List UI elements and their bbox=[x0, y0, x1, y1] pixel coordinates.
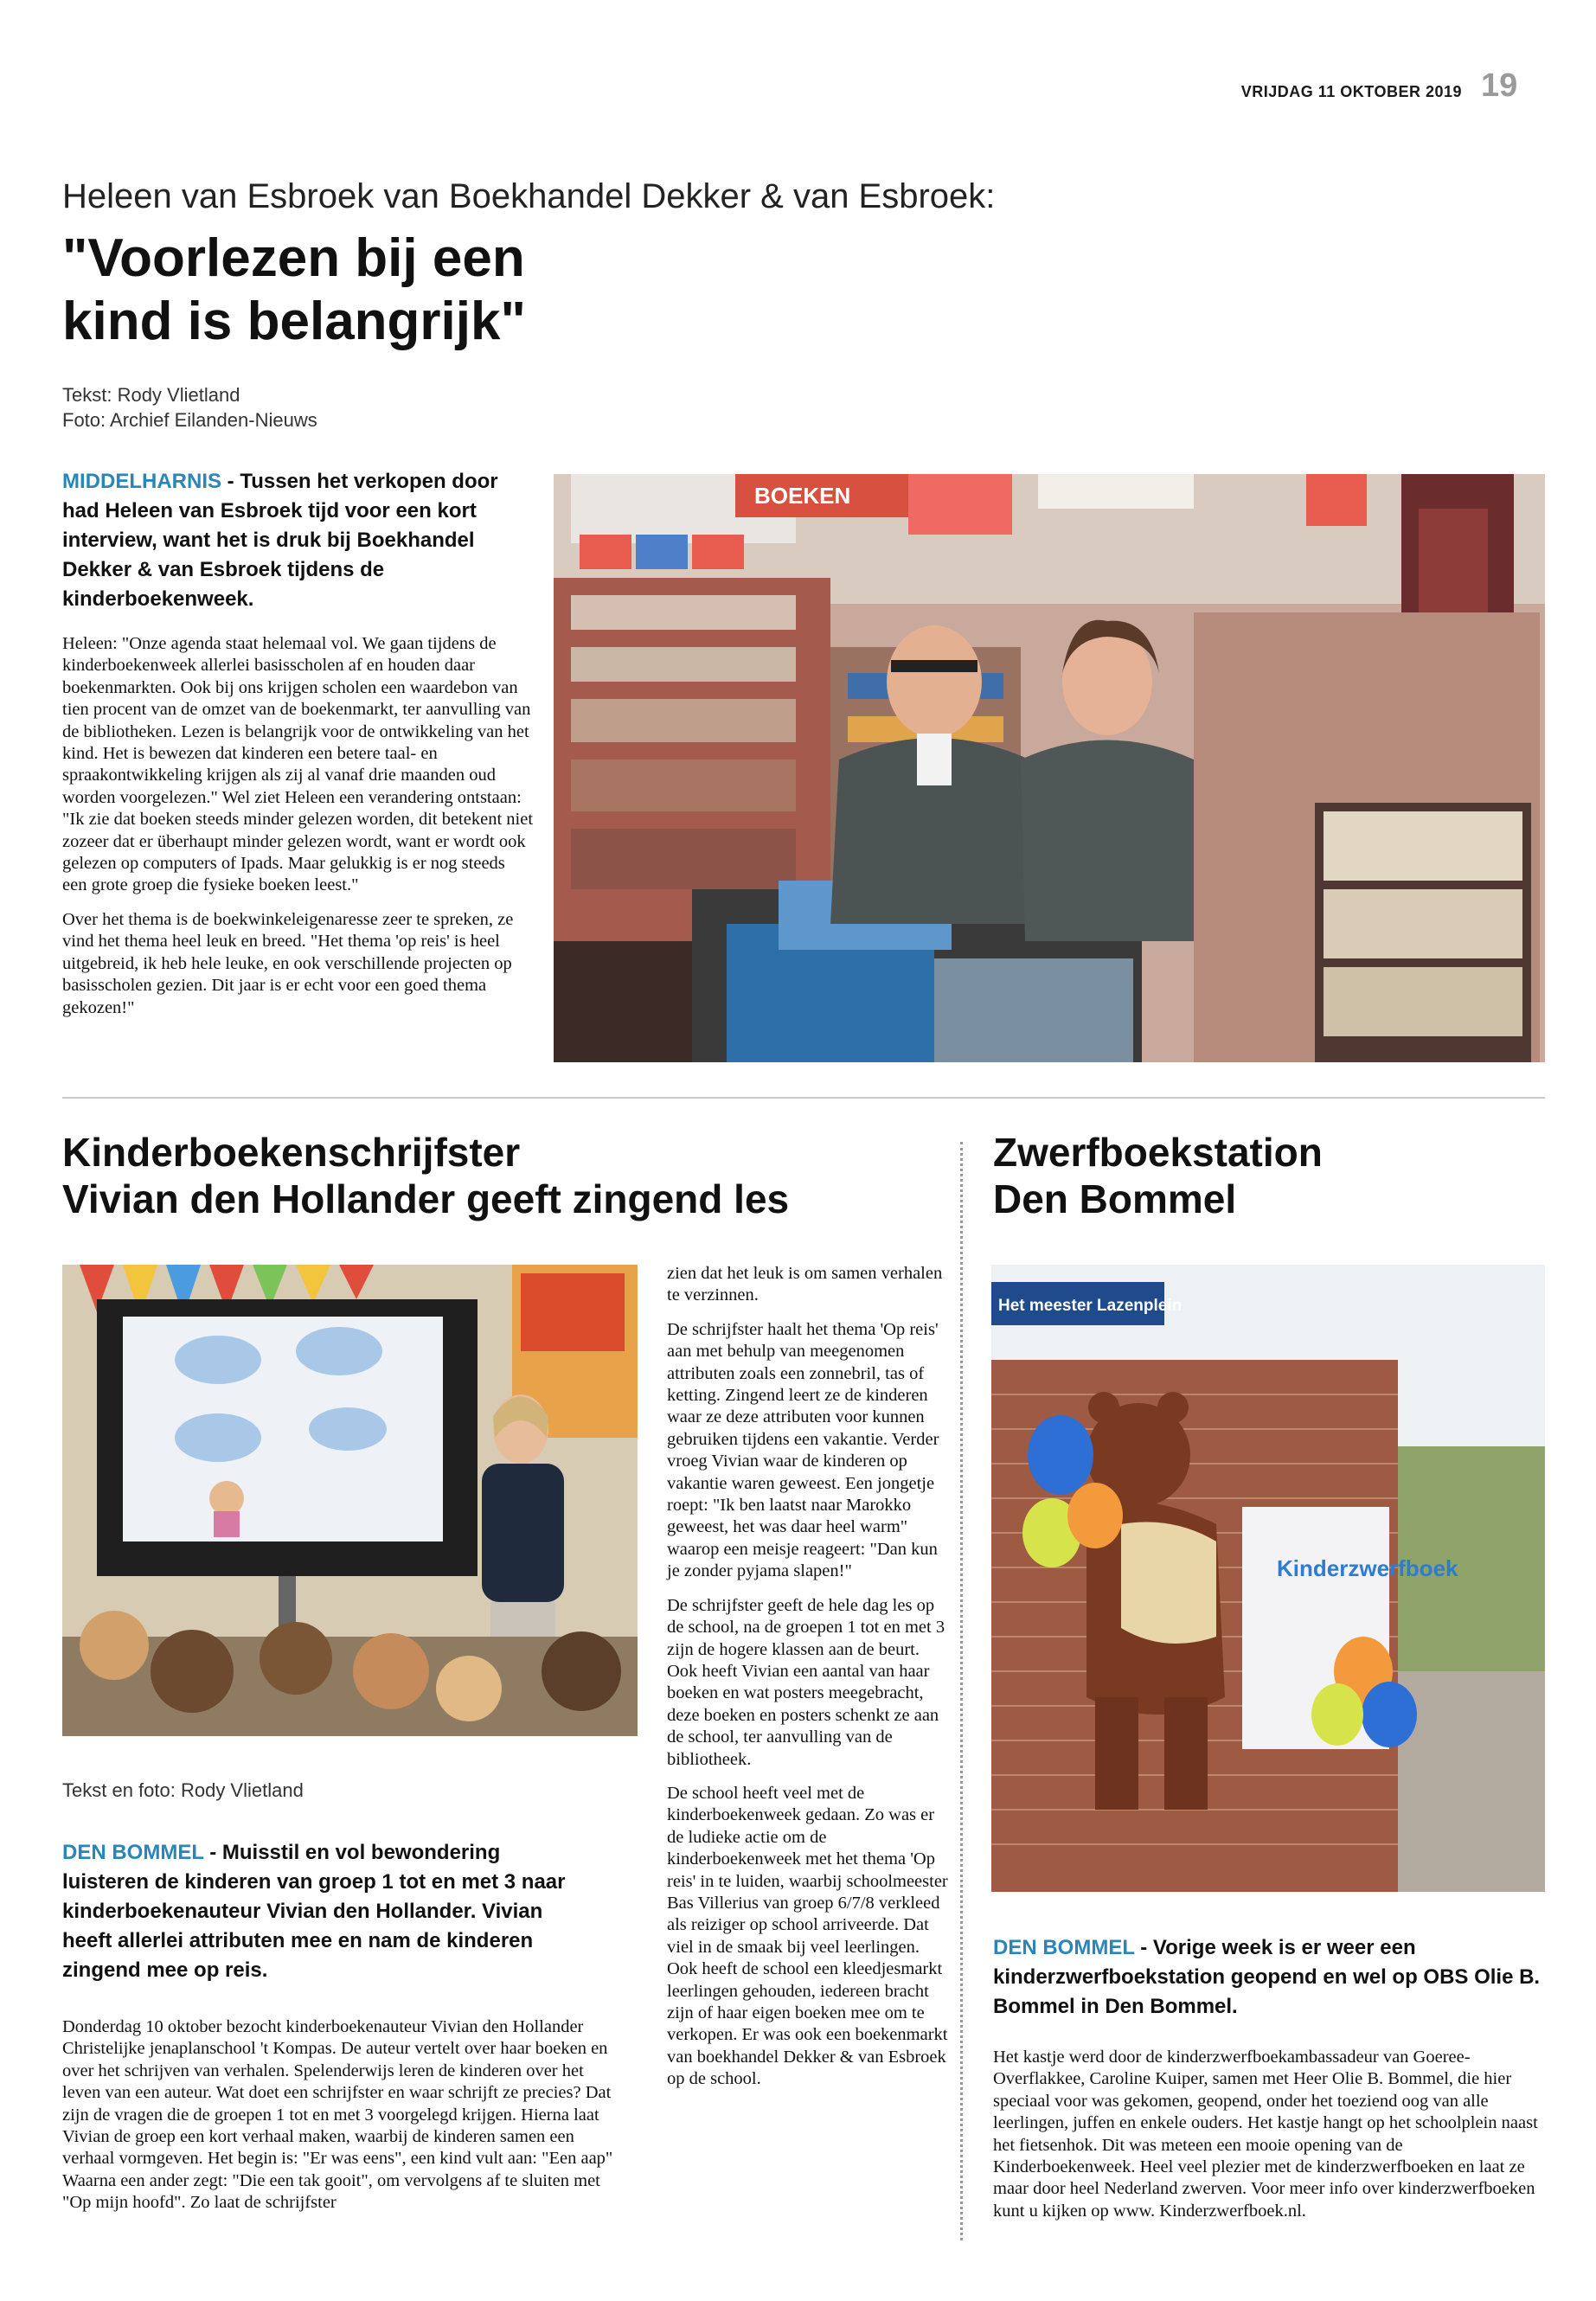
lede-text: - Tussen het verkopen door had Heleen van Esbroek tijd voor een kort interview, want het is druk bij Boekhandel Dekker & van Esbroek tijdens de kinderboekenweek. bbox=[62, 470, 498, 612]
article3-body bbox=[993, 2047, 1542, 2234]
column-separator bbox=[960, 1142, 963, 2240]
bookstore-photo-drawing bbox=[554, 474, 1545, 1062]
body-paragraph: De school heeft veel met de kinderboekenweek gedaan. Zo was er de ludieke actie om de kinderboekenweek met het thema 'Op reis' in te luiden, waarbij schoolmeester Bas Villerius van groep 6/7/8 verkleed als reiziger op school arriveerde. Dat viel in de smaak bij veel leerlingen. Ook heeft de school een kleedjesmarkt leerlingen gehouden, iedereen bracht zijn of haar eigen boeken mee om te verkopen. Er was ook een boekenmarkt van boekhandel Dekker & van Esbroek op de school. bbox=[667, 1783, 948, 2089]
article3-headline bbox=[993, 1129, 1547, 1223]
lede-text: - Vorige week is er weer een kinderzwerfboekstation geopend en wel op OBS Olie B. Bommel in Den Bommel. bbox=[993, 1936, 1541, 2019]
body-paragraph: De schrijfster geeft de hele dag les op de school, na de groepen 1 tot en met 3 zijn de hogere klassen aan de beurt. Ook heeft Vivian een aantal van haar boeken en wat posters meegebracht, deze boeken en posters schenkt ze aan de school, ter aanvulling van de bibliotheek. bbox=[667, 1595, 945, 1769]
street-sign-text: Het meester Lazenplein bbox=[998, 1297, 1183, 1315]
headline-line2: Den Bommel bbox=[993, 1176, 1237, 1222]
zwerfboek-photo bbox=[991, 1265, 1545, 1892]
zwerfboek-photo-drawing bbox=[991, 1265, 1545, 1892]
photo-banner-text: BOEKEN bbox=[754, 483, 851, 509]
page-number: 19 bbox=[1481, 67, 1518, 104]
article1-lede bbox=[62, 467, 529, 614]
headline-line1: Zwerfboekstation bbox=[993, 1130, 1323, 1175]
location-label: DEN BOMMEL bbox=[62, 1841, 204, 1864]
bag-text: Kinderzwerfboek bbox=[1277, 1555, 1458, 1581]
article2-lede bbox=[62, 1838, 581, 1985]
body-paragraph: Het kastje werd door de kinderzwerfboekambassadeur van Goeree-Overflakkee, Caroline Kuiper, samen met Heer Olie B. Bommel, die hier speciaal voor was gekomen, geopend, onder het toeziend oog van alle leerlingen, juffen en enkele ouders. Het kastje hangt op het schoolplein naast het fietsenhok. Dit was meteen een mooie opening van de Kinderboekenweek. Heel veel plezier met de kinderzwerfboeken en laat ze maar door heel Nederland zwerven. Voor meer info over kinderzwerfboeken kunt u kijken op www. Kinderzwerfboek.nl. bbox=[993, 2048, 1538, 2221]
classroom-photo-drawing bbox=[62, 1265, 638, 1736]
body-paragraph: Over het thema is de boekwinkeleigenaresse zeer te spreken, ze vind het thema heel leuk en breed. "Het thema 'op reis' is heel uitgebreid, ik heb hele leuke, en ook verschillende projecten op basisscholen gezien. Dit jaar is er echt voor een goed thema gekozen!" bbox=[62, 909, 514, 1017]
article2-headline bbox=[62, 1129, 927, 1223]
headline-line2: Vivian den Hollander geeft zingend les bbox=[62, 1176, 790, 1222]
credit-photo: Foto: Archief Eilanden-Nieuws bbox=[62, 408, 317, 431]
article1-credit bbox=[62, 383, 547, 433]
headline-line2: kind is belangrijk" bbox=[62, 292, 526, 352]
article2-body-col2 bbox=[667, 1263, 948, 2103]
article2-body-col1 bbox=[62, 2016, 616, 2227]
credit-text: Tekst: Rody Vlietland bbox=[62, 384, 240, 406]
article1-headline bbox=[62, 227, 841, 353]
section-divider bbox=[62, 1097, 1545, 1099]
classroom-photo bbox=[62, 1265, 638, 1736]
body-paragraph: Donderdag 10 oktober bezocht kinderboekenauteur Vivian den Hollander Christelijke jenaplanschool 't Kompas. De auteur vertelt over haar boeken en over het schrijven van verhalen. Spelenderwijs leren de kinderen over het leven van een auteur. Wat doet een schrijfster en waar schrijft ze precies? Dat zijn de vragen die de groepen 1 tot en met 3 voorgelegd krijgen. Hierna laat Vivian de groep een kort verhaal maken, waarbij de kinderen samen een verhaal vormgeven. Het begin is: "Er was eens", een kind vult aan: "Een aap" Waarna een ander zegt: "Die een tak gooit", om vervolgens af te sluiten met "Op mijn hoofd". Zo laat de schrijfster bbox=[62, 2017, 613, 2213]
location-label: MIDDELHARNIS bbox=[62, 470, 221, 493]
article1-body bbox=[62, 633, 534, 1031]
lede-text: - Muisstil en vol bewondering luisteren de kinderen van groep 1 tot en met 3 naar kinderboekenauteur Vivian den Hollander. Vivian heeft allerlei attributen mee en nam de kinderen zingend mee op reis. bbox=[62, 1841, 566, 1983]
location-label: DEN BOMMEL bbox=[993, 1936, 1135, 1959]
headline-line1: Kinderboekenschrijfster bbox=[62, 1130, 521, 1175]
body-paragraph: De schrijfster haalt het thema 'Op reis' aan met behulp van meegenomen attributen zoals een zonnebril, tas of ketting. Zingend leert ze de kinderen waar ze deze attributen voor kunnen gebruiken tijdens een vakantie. Verder vroeg Vivian waar de kinderen op vakantie waren geweest. Een jongetje roept: "Ik ben laatst naar Marokko geweest, het was daar heel warm" waarop een meisje reageert: "Dan kun je zonder pyjama slapen!" bbox=[667, 1319, 939, 1581]
issue-date: VRIJDAG 11 OKTOBER 2019 bbox=[1240, 83, 1462, 100]
body-paragraph: Heleen: "Onze agenda staat helemaal vol. We gaan tijdens de kinderboekenweek allerlei basisscholen af en houden daar boekenmarkten. Ook bij ons krijgen scholen een waardebon van tien procent van de omzet van de boekenmarkt, ter aanvulling van de bibliotheken. Lezen is belangrijk voor de ontwikkeling van het kind. Het is bewezen dat kinderen een betere taal- en spraakontwikkeling krijgen als zij al vanaf drie maanden oud worden voorgelezen." Wel ziet Heleen een verandering ontstaan: "Ik zie dat boeken steeds minder gelezen worden, dit betekent niet zozeer dat er überhaupt minder gelezen wordt, want er wordt ook gelezen op computers of Ipads. Maar gelukkig is er nog steeds een grote groep die fysieke boeken leest." bbox=[62, 634, 534, 895]
article3-lede bbox=[993, 1933, 1542, 2022]
article2-credit: Tekst en foto: Rody Vlietland bbox=[62, 1779, 304, 1801]
body-paragraph: zien dat het leuk is om samen verhalen te verzinnen. bbox=[667, 1264, 943, 1305]
article1-kicker: Heleen van Esbroek van Boekhandel Dekker & van Esbroek: bbox=[62, 177, 996, 215]
bookstore-photo bbox=[554, 474, 1545, 1062]
headline-line1: "Voorlezen bij een bbox=[62, 228, 525, 288]
